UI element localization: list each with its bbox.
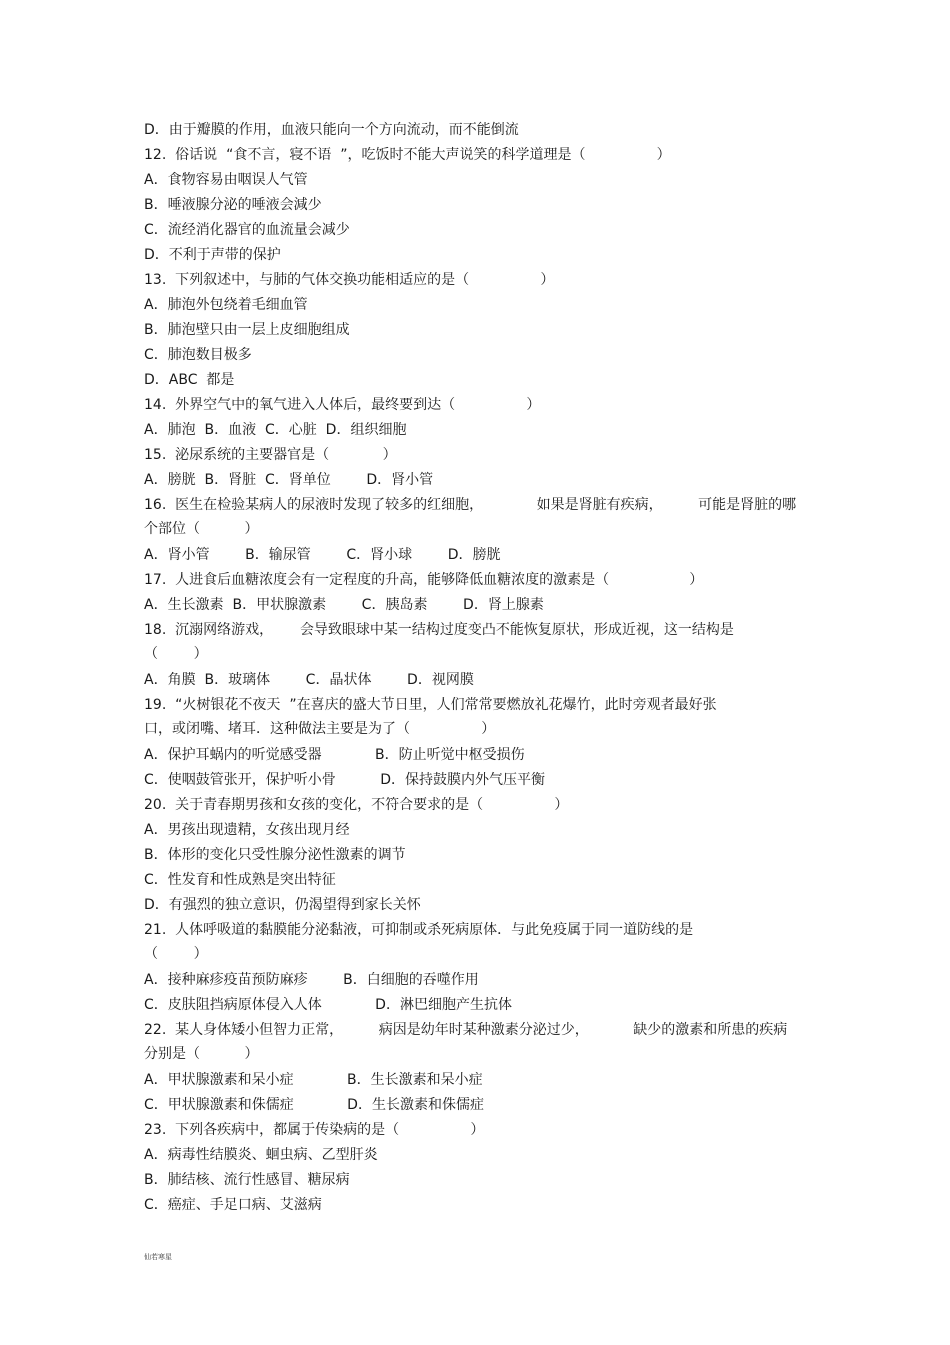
option-line: A．男孩出现遗精，女孩出现月经 xyxy=(144,822,350,838)
page-footer: 仙若寒星 xyxy=(144,1253,172,1261)
option-line: C．流经消化器官的血流量会减少 xyxy=(144,222,350,238)
option-line: B．体形的变化只受性腺分泌性激素的调节 xyxy=(144,847,406,863)
option-line: D．不利于声带的保护 xyxy=(144,247,281,263)
question-18-continued: （ ） xyxy=(144,646,208,662)
option-line: C．使咽鼓管张开，保护听小骨 D．保持鼓膜内外气压平衡 xyxy=(144,772,546,788)
option-line: C．皮肤阻挡病原体侵入人体 D．淋巴细胞产生抗体 xyxy=(144,997,512,1013)
question-23: 23. 下列各疾病中，都属于传染病的是（ ） xyxy=(144,1122,485,1138)
option-line: C．癌症、手足口病、艾滋病 xyxy=(144,1197,322,1213)
question-13: 13. 下列叙述中，与肺的气体交换功能相适应的是（ ） xyxy=(144,272,555,288)
question-22-continued: 分别是（ ） xyxy=(144,1046,259,1062)
option-line: A．肺泡外包绕着毛细血管 xyxy=(144,297,308,313)
option-line: A．肺泡 B．血液 C．心脏 D．组织细胞 xyxy=(144,422,407,438)
option-line: A．生长激素 B．甲状腺激素 C．胰岛素 D．肾上腺素 xyxy=(144,597,544,613)
option-line: A．甲状腺激素和呆小症 B．生长激素和呆小症 xyxy=(144,1072,483,1088)
option-line: A．接种麻疹疫苗预防麻疹 B．白细胞的吞噬作用 xyxy=(144,972,479,988)
option-line: C．性发育和性成熟是突出特征 xyxy=(144,872,336,888)
question-21-continued: （ ） xyxy=(144,946,208,962)
question-19: 19. “火树银花不夜天 ”在喜庆的盛大节日里，人们常常要燃放礼花爆竹，此时旁观者最好张 xyxy=(144,697,717,713)
question-15: 15. 泌尿系统的主要器官是（ ） xyxy=(144,447,397,463)
option-line: C．肺泡数目极多 xyxy=(144,347,252,363)
question-17: 17. 人进食后血糖浓度会有一定程度的升高，能够降低血糖浓度的激素是（ ） xyxy=(144,572,704,588)
question-16-continued: 个部位（ ） xyxy=(144,521,259,537)
question-20: 20. 关于青春期男孩和女孩的变化，不符合要求的是（ ） xyxy=(144,797,569,813)
option-line: A．病毒性结膜炎、蛔虫病、乙型肝炎 xyxy=(144,1147,378,1163)
question-16: 16. 医生在检验某病人的尿液时发现了较多的红细胞， 如果是肾脏有疾病， 可能是肾脏的哪 xyxy=(144,497,797,513)
option-line: A．膀胱 B．肾脏 C．肾单位 D．肾小管 xyxy=(144,472,434,488)
option-line: D．ABC 都是 xyxy=(144,372,235,388)
question-19-continued: 口，或闭嘴、堵耳．这种做法主要是为了（ ） xyxy=(144,721,496,737)
option-line: C．甲状腺激素和侏儒症 D．生长激素和侏儒症 xyxy=(144,1097,484,1113)
question-14: 14. 外界空气中的氧气进入人体后，最终要到达（ ） xyxy=(144,397,541,413)
question-18: 18. 沉溺网络游戏， 会导致眼球中某一结构过度变凸不能恢复原状，形成近视，这一结构是 xyxy=(144,622,734,638)
question-22: 22. 某人身体矮小但智力正常， 病因是幼年时某种激素分泌过少， 缺少的激素和所患的疾病 xyxy=(144,1022,788,1038)
text-line: D．由于瓣膜的作用，血液只能向一个方向流动，而不能倒流 xyxy=(144,122,519,138)
question-12: 12. 俗话说 “食不言，寝不语 ”，吃饭时不能大声说笑的科学道理是（ ） xyxy=(144,147,671,163)
option-line: A．角膜 B．玻璃体 C．晶状体 D．视网膜 xyxy=(144,672,474,688)
option-line: B．肺泡壁只由一层上皮细胞组成 xyxy=(144,322,350,338)
option-line: B．唾液腺分泌的唾液会減少 xyxy=(144,197,322,213)
option-line: A．肾小管 B．输尿管 C．肾小球 D．膀胱 xyxy=(144,547,501,563)
option-line: A．保护耳蜗内的听觉感受器 B．防止听觉中枢受损伤 xyxy=(144,747,525,763)
option-line: B．肺结核、流行性感冒、糖尿病 xyxy=(144,1172,350,1188)
option-line: A．食物容易由咽误人气管 xyxy=(144,172,308,188)
question-21: 21. 人体呼吸道的黏膜能分泌黏液，可抑制或杀死病原体．与此免疫属于同一道防线的是 xyxy=(144,922,694,938)
option-line: D．有强烈的独立意识，仍渴望得到家长关怀 xyxy=(144,897,421,913)
